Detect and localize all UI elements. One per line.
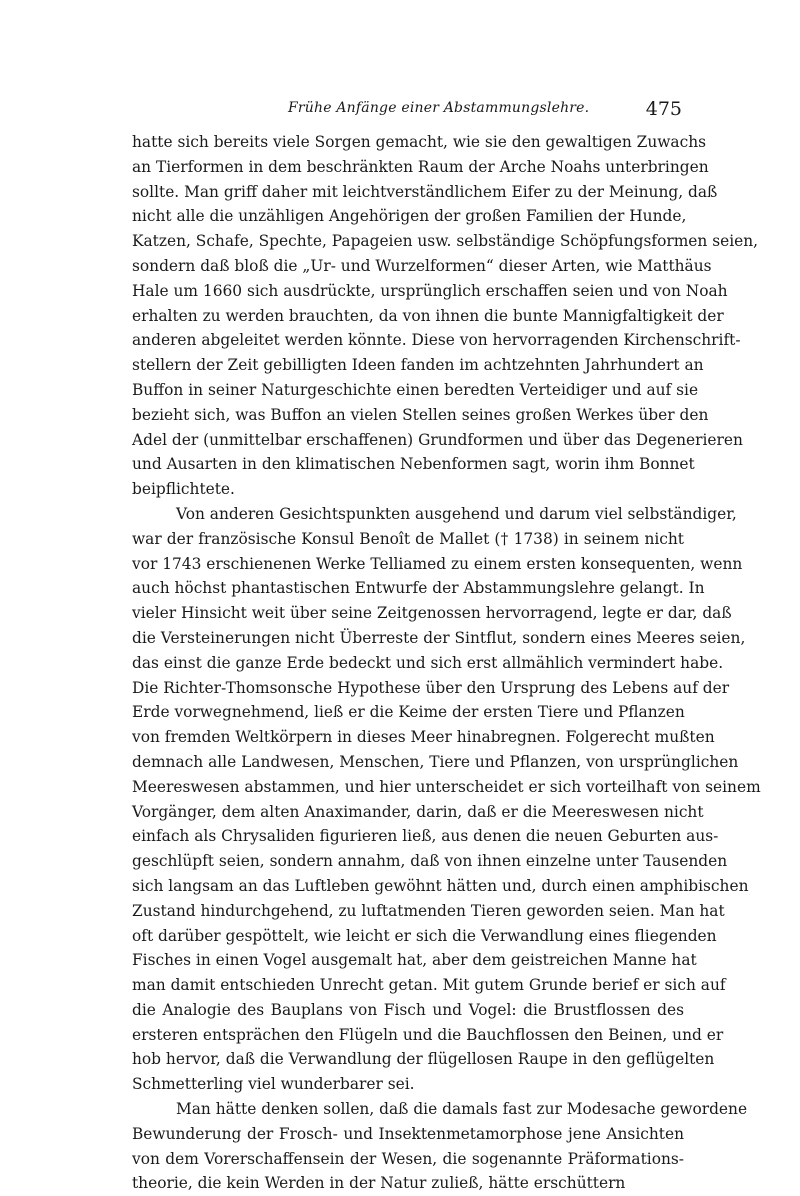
text-line: ersteren entsprächen den Flügeln und die Bauchflossen den Beinen, und er [132,1025,724,1044]
paragraph [132,130,759,502]
text-line: einfach als Chrysaliden figurieren ließ, aus denen die neuen Geburten aus- [132,827,719,846]
text-line: hatte sich bereits viele Sorgen gemacht, wie sie den gewaltigen Zuwachs [132,133,707,151]
text-line: von fremden Weltkörpern in dieses Meer hinabregnen. Folgerecht mußten [132,728,715,747]
text-line: hob hervor, daß die Verwandlung der flügellosen Raupe in den geflügelten [132,1050,715,1069]
text-line: Von anderen Gesichtspunkten ausgehend und darum viel selbständiger, [176,504,737,523]
text-line: Fisches in einen Vogel ausgemalt hat, aber dem geistreichen Manne hat [132,951,697,970]
text-line: Adel der (unmittelbar erschaffenen) Grundformen und über das Degenerieren [132,430,743,449]
text-line: man damit entschieden Unrecht getan. Mit gutem Grunde berief er sich auf [132,976,726,995]
text-line: theorie, die kein Werden in der Natur zuließ, hätte erschüttern [132,1174,626,1193]
text-line: Hale um 1660 sich ausdrückte, ursprünglich erschaffen seien und von Noah [132,281,728,300]
running-title: Frühe Anfänge einer Abstammungslehre. [288,100,590,116]
text-line: war der französische Konsul Benoît de Mallet († 1738) in seinem nicht [132,529,684,548]
text-line: Erde vorwegnehmend, ließ er die Keime der ersten Tiere und Pflanzen [132,703,685,722]
text-line: Die Richter-Thomsonsche Hypothese über den Ursprung des Lebens auf der [132,678,730,697]
text-line: demnach alle Landwesen, Menschen, Tiere und Pflanzen, von ursprünglichen [132,752,739,771]
text-line: und Ausarten in den klimatischen Nebenformen sagt, worin ihm Bonnet [132,455,695,474]
paragraph [132,502,761,1097]
text-line: Buffon in seiner Naturgeschichte einen beredten Verteidiger und auf sie [132,380,699,399]
text-line: Vorgänger, dem alten Anaximander, darin, daß er die Meereswesen nicht [132,802,704,821]
text-line: das einst die ganze Erde bedeckt und sich erst allmählich vermindert habe. [132,653,724,672]
text-line: anderen abgeleitet werden könnte. Diese von hervorragenden Kirchenschrift- [132,331,741,350]
page-number: 475 [645,98,682,120]
text-line: erhalten zu werden brauchten, da von ihnen die bunte Mannigfaltigkeit der [132,306,724,325]
text-line: von dem Vorerschaffensein der Wesen, die sogenannte Präformations- [132,1149,684,1168]
text-line: sollte. Man griff daher mit leichtverständlichem Eifer zu der Meinung, daß [132,182,718,201]
text-line: sich langsam an das Luftleben gewöhnt hätten und, durch einen amphibischen [132,876,749,895]
text-line: nicht alle die unzähligen Angehörigen der großen Familien der Hunde, [132,207,687,226]
text-line: an Tierformen in dem beschränkten Raum der Arche Noahs unterbringen [132,157,709,176]
text-line: Meereswesen abstammen, und hier unterscheidet er sich vorteilhaft von seinem [132,777,761,796]
text-line: die Versteinerungen nicht Überreste der Sintflut, sondern eines Meeres seien, [132,628,746,647]
page-header [0,100,800,130]
text-line: sondern daß bloß die „Ur- und Wurzelformen“ dieser Arten, wie Matthäus [132,256,712,275]
text-line: geschlüpft seien, sondern annahm, daß von ihnen einzelne unter Tausenden [132,852,728,871]
text-line: vor 1743 erschienenen Werke Telliamed zu einem ersten konsequenten, wenn [132,554,743,573]
text-line: auch höchst phantastischen Entwurfe der Abstammungslehre gelangt. In [132,579,705,598]
text-line: Katzen, Schafe, Spechte, Papageien usw. selbständige Schöpfungsformen seien, [132,232,759,251]
text-line: stellern der Zeit gebilligten Ideen fanden im achtzehnten Jahrhundert an [132,356,704,375]
paragraph [132,1097,748,1196]
text-line: beipflichtete. [132,480,235,499]
text-line: Man hätte denken sollen, daß die damals fast zur Modesache gewordene [176,1100,748,1119]
text-line: Schmetterling viel wunderbarer sei. [132,1075,415,1094]
text-line: Zustand hindurchgehend, zu luftatmenden Tieren geworden seien. Man hat [132,901,725,920]
text-line: oft darüber gespöttelt, wie leicht er sich die Verwandlung eines fliegenden [132,926,717,945]
text-line: bezieht sich, was Buffon an vielen Stellen seines großen Werkes über den [132,405,709,424]
text-line: vieler Hinsicht weit über seine Zeitgenossen hervorragend, legte er dar, daß [132,604,732,623]
text-line: die Analogie des Bauplans von Fisch und Vogel: die Brustflossen des [132,1000,684,1019]
text-line: Bewunderung der Frosch- und Insektenmetamorphose jene Ansichten [132,1124,684,1143]
body-text [132,130,761,1196]
